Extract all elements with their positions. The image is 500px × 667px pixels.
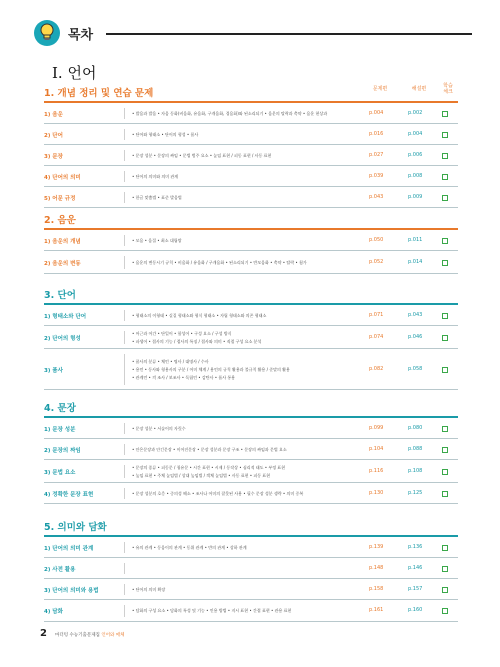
column-header-check xyxy=(438,83,458,95)
footer-text xyxy=(55,632,125,638)
study-checkbox[interactable] xyxy=(442,195,448,201)
section-title: 5. 의미와 담화 xyxy=(44,522,107,533)
toc-row-label: 2) 단어 xyxy=(44,133,63,139)
row-separator xyxy=(124,331,125,344)
toc-row-label: 2) 문장의 짜임 xyxy=(44,448,81,454)
study-checkbox[interactable] xyxy=(442,260,448,266)
row-divider xyxy=(44,389,458,390)
row-separator xyxy=(124,129,125,140)
toc-row-page-problem[interactable]: p.004 xyxy=(369,110,384,116)
toc-row-label: 2) 음운의 변동 xyxy=(44,261,81,267)
toc-row-page-problem[interactable]: p.043 xyxy=(369,194,384,200)
toc-row-page-answer[interactable]: p.014 xyxy=(408,259,423,265)
toc-row-content: • 문장 성분 • 문장의 짜임 • 문법 범주 요소 • 높임 표현 / 피동 표현 / 사동 표현 xyxy=(132,153,272,158)
section-title: 1. 개념 정리 및 연습 문제 xyxy=(44,88,154,99)
toc-row-label: 3) 문장 xyxy=(44,154,63,160)
toc-row-page-answer[interactable]: p.146 xyxy=(408,565,423,571)
toc-row-page-problem[interactable]: p.099 xyxy=(369,425,384,431)
study-checkbox[interactable] xyxy=(442,111,448,117)
toc-row-page-problem[interactable]: p.161 xyxy=(369,607,384,613)
toc-row-content: • 문장 성분의 호응 • 중의성 해소 • 조사나 어미의 잘못된 사용 • 필수 문장 성분 생략 • 의미 중복 xyxy=(132,491,304,496)
study-checkbox[interactable] xyxy=(442,153,448,159)
toc-row-label: 1) 단어의 의미 관계 xyxy=(44,546,94,552)
study-checkbox[interactable] xyxy=(442,174,448,180)
toc-row-content: • 어근과 어간 • 단일어 • 합성어 • 구성 요소 / 구성 방식 • 파생어 • 접사의 기능 / 접사의 특징 / 접사와 의미 • 직접 구성 요소 분석 xyxy=(132,331,262,344)
toc-row-page-answer[interactable]: p.008 xyxy=(408,173,423,179)
row-separator xyxy=(124,171,125,182)
toc-row-content: • 형태소의 이형태 • 실질 형태소와 형식 형태소 • 자립 형태소와 의존 형태소 xyxy=(132,313,267,318)
toc-row-page-problem[interactable]: p.039 xyxy=(369,173,384,179)
toc-row-label: 2) 단어의 형성 xyxy=(44,336,81,342)
toc-row[interactable] xyxy=(44,166,458,187)
toc-row-content: • 문장의 종류 • 피동문 / 청유문 • 시간 표현 • 시제 / 동작상 • 심리적 태도 • 부정 표현 • 높임 표현 • 주체 높임법 / 상대 높임법 / 객체 높임법 • 사동 표현 • 피동 표현 xyxy=(132,465,286,478)
toc-row-page-answer[interactable]: p.006 xyxy=(408,152,423,158)
toc-row-page-problem[interactable]: p.104 xyxy=(369,446,384,452)
footer-accent: 언어와 매체 xyxy=(101,633,125,638)
study-checkbox[interactable] xyxy=(442,566,448,572)
row-separator xyxy=(124,605,125,617)
row-separator xyxy=(124,310,125,321)
toc-row[interactable] xyxy=(44,349,458,390)
toc-row-content: • 안은문장과 안긴문장 • 이어진문장 • 문장 성분과 문장 구조 • 문장의 짜임과 문법 요소 xyxy=(132,447,287,452)
row-separator xyxy=(124,108,125,119)
toc-row-label: 3) 품사 xyxy=(44,368,63,374)
toc-row[interactable] xyxy=(44,558,458,579)
toc-row-page-problem[interactable]: p.016 xyxy=(369,131,384,137)
toc-row-page-answer[interactable]: p.009 xyxy=(408,194,423,200)
toc-row-page-answer[interactable]: p.058 xyxy=(408,366,423,372)
section-title: 3. 단어 xyxy=(44,290,76,301)
toc-row-content: • 음운의 변동시기 규칙 • 비음화 / 유음화 / 구개음화 • 된소리되기 • 반모음화 • 축약 • 탈락 • 첨가 xyxy=(132,260,307,265)
toc-row-label: 1) 음운의 개념 xyxy=(44,239,81,245)
toc-row-page-problem[interactable]: p.052 xyxy=(369,259,384,265)
toc-row[interactable] xyxy=(44,251,458,274)
toc-row-page-problem[interactable]: p.130 xyxy=(369,490,384,496)
toc-row-label: 1) 음운 xyxy=(44,112,63,118)
toc-row-page-problem[interactable]: p.116 xyxy=(369,468,384,474)
study-checkbox[interactable] xyxy=(442,367,448,373)
toc-row-content: • 담화의 구성 요소 • 담화의 특성 및 기능 • 인용 방법 • 지시 표현 • 간접 표현 • 관용 표현 xyxy=(132,608,292,613)
toc-row[interactable] xyxy=(44,124,458,145)
row-divider xyxy=(44,503,458,504)
study-checkbox[interactable] xyxy=(442,545,448,551)
row-separator xyxy=(124,150,125,161)
page-number: 2 xyxy=(40,628,47,639)
row-separator xyxy=(124,235,125,246)
study-checkbox[interactable] xyxy=(442,335,448,341)
study-checkbox[interactable] xyxy=(442,469,448,475)
toc-row-page-answer[interactable]: p.157 xyxy=(408,586,423,592)
row-divider xyxy=(44,621,458,622)
toc-row-content: • 유의 관계 • 동음이의 관계 • 동위 관계 • 반의 관계 • 상하 관계 xyxy=(132,545,247,550)
column-header-page2: 해설편 xyxy=(411,86,427,92)
page-title: 목차 xyxy=(68,28,94,43)
row-separator xyxy=(124,563,125,574)
toc-row-content: • 한글 맞춤법 • 표준 발음법 xyxy=(132,195,182,200)
study-checkbox[interactable] xyxy=(442,313,448,319)
toc-row-content: • 단어와 형태소 • 단어의 형성 • 품사 xyxy=(132,132,199,137)
study-checkbox[interactable] xyxy=(442,491,448,497)
toc-row-label: 3) 문법 요소 xyxy=(44,470,76,476)
toc-row-page-answer[interactable]: p.002 xyxy=(408,110,423,116)
toc-row-label: 4) 담화 xyxy=(44,609,63,615)
toc-row-label: 5) 어문 규정 xyxy=(44,196,76,202)
toc-row[interactable] xyxy=(44,418,458,439)
toc-row-page-answer[interactable]: p.160 xyxy=(408,607,423,613)
row-separator xyxy=(124,192,125,203)
row-separator xyxy=(124,354,125,385)
footer-book-title: 마더텅 수능기출문제집 xyxy=(55,633,100,638)
toc-row-page-answer[interactable]: p.108 xyxy=(408,468,423,474)
toc-row-label: 4) 정확한 문장 표현 xyxy=(44,492,94,498)
toc-row-label: 2) 사전 활용 xyxy=(44,567,76,573)
toc-row-label: 4) 단어의 의미 xyxy=(44,175,81,181)
toc-row-page-problem[interactable]: p.139 xyxy=(369,544,384,550)
toc-row-page-problem[interactable]: p.148 xyxy=(369,565,384,571)
column-header-check-label: 학습 체크 xyxy=(443,83,453,95)
row-divider xyxy=(44,207,458,208)
toc-row-page-answer[interactable]: p.043 xyxy=(408,312,423,318)
toc-row-page-answer[interactable]: p.125 xyxy=(408,490,423,496)
toc-row-page-problem[interactable]: p.082 xyxy=(369,366,384,372)
toc-row[interactable] xyxy=(44,230,458,251)
section-title: 4. 문장 xyxy=(44,403,76,414)
toc-row-content: • 발음과 발음 • 자음 동화(비음화, 유음화, 구개음화, 경음화)와 된소리되기 • 음운의 탈락과 축약 • 음운 현상과 xyxy=(132,111,328,116)
row-divider xyxy=(44,273,458,274)
row-separator xyxy=(124,488,125,499)
toc-row[interactable] xyxy=(44,579,458,600)
toc-row-page-problem[interactable]: p.074 xyxy=(369,334,384,340)
part-title: Ⅰ. 언어 xyxy=(52,64,97,82)
row-separator xyxy=(124,256,125,269)
toc-row[interactable] xyxy=(44,439,458,460)
lightbulb-icon xyxy=(34,20,60,46)
row-separator xyxy=(124,465,125,478)
toc-row[interactable] xyxy=(44,305,458,326)
section-title: 2. 음운 xyxy=(44,215,76,226)
toc-row[interactable] xyxy=(44,600,458,622)
toc-row[interactable] xyxy=(44,145,458,166)
toc-header xyxy=(34,20,472,48)
toc-row-content: • 단어의 의미와 의미 관계 xyxy=(132,174,179,179)
toc-row-page-problem[interactable]: p.027 xyxy=(369,152,384,158)
toc-row-page-answer[interactable]: p.011 xyxy=(408,237,423,243)
row-separator xyxy=(124,423,125,434)
toc-row[interactable] xyxy=(44,460,458,483)
toc-row-label: 1) 문장 성분 xyxy=(44,427,76,433)
column-header-page1: 문제편 xyxy=(372,86,388,92)
toc-row-label: 3) 단어의 의미와 용법 xyxy=(44,588,99,594)
toc-row-content: • 품사의 분류 • 체언 • 명사 / 대명사 / 수사 • 용언 • 동사와 형용사의 구분 / 어미 체계 / 용언의 규칙 활용과 불규칙 활용 / 준말의 활용 • 관계언 • 격 조사 / 보조사 • 독립언 • 감탄사 • 품사 통용 xyxy=(132,359,290,380)
study-checkbox[interactable] xyxy=(442,238,448,244)
study-checkbox[interactable] xyxy=(442,132,448,138)
toc-row-page-problem[interactable]: p.158 xyxy=(369,586,384,592)
toc-row-content: • 문장 성분 • 서술어의 자릿수 xyxy=(132,426,186,431)
row-separator xyxy=(124,444,125,455)
toc-row[interactable] xyxy=(44,187,458,208)
toc-row-content: • 모음 • 음절 • 최소 대립쌍 xyxy=(132,238,182,243)
toc-row-page-problem[interactable]: p.050 xyxy=(369,237,384,243)
toc-row[interactable] xyxy=(44,483,458,504)
toc-row-content: • 단어의 의미 확장 xyxy=(132,587,166,592)
row-separator xyxy=(124,542,125,553)
toc-row[interactable] xyxy=(44,103,458,124)
toc-row-page-answer[interactable]: p.046 xyxy=(408,334,423,340)
study-checkbox[interactable] xyxy=(442,608,448,614)
toc-row[interactable] xyxy=(44,537,458,558)
toc-row[interactable] xyxy=(44,326,458,349)
toc-row-page-problem[interactable]: p.071 xyxy=(369,312,384,318)
study-checkbox[interactable] xyxy=(442,447,448,453)
toc-row-page-answer[interactable]: p.136 xyxy=(408,544,423,550)
header-divider xyxy=(106,33,472,35)
row-separator xyxy=(124,584,125,595)
toc-row-page-answer[interactable]: p.088 xyxy=(408,446,423,452)
toc-row-page-answer[interactable]: p.004 xyxy=(408,131,423,137)
toc-row-page-answer[interactable]: p.080 xyxy=(408,425,423,431)
study-checkbox[interactable] xyxy=(442,426,448,432)
study-checkbox[interactable] xyxy=(442,587,448,593)
toc-row-label: 1) 형태소와 단어 xyxy=(44,314,87,320)
